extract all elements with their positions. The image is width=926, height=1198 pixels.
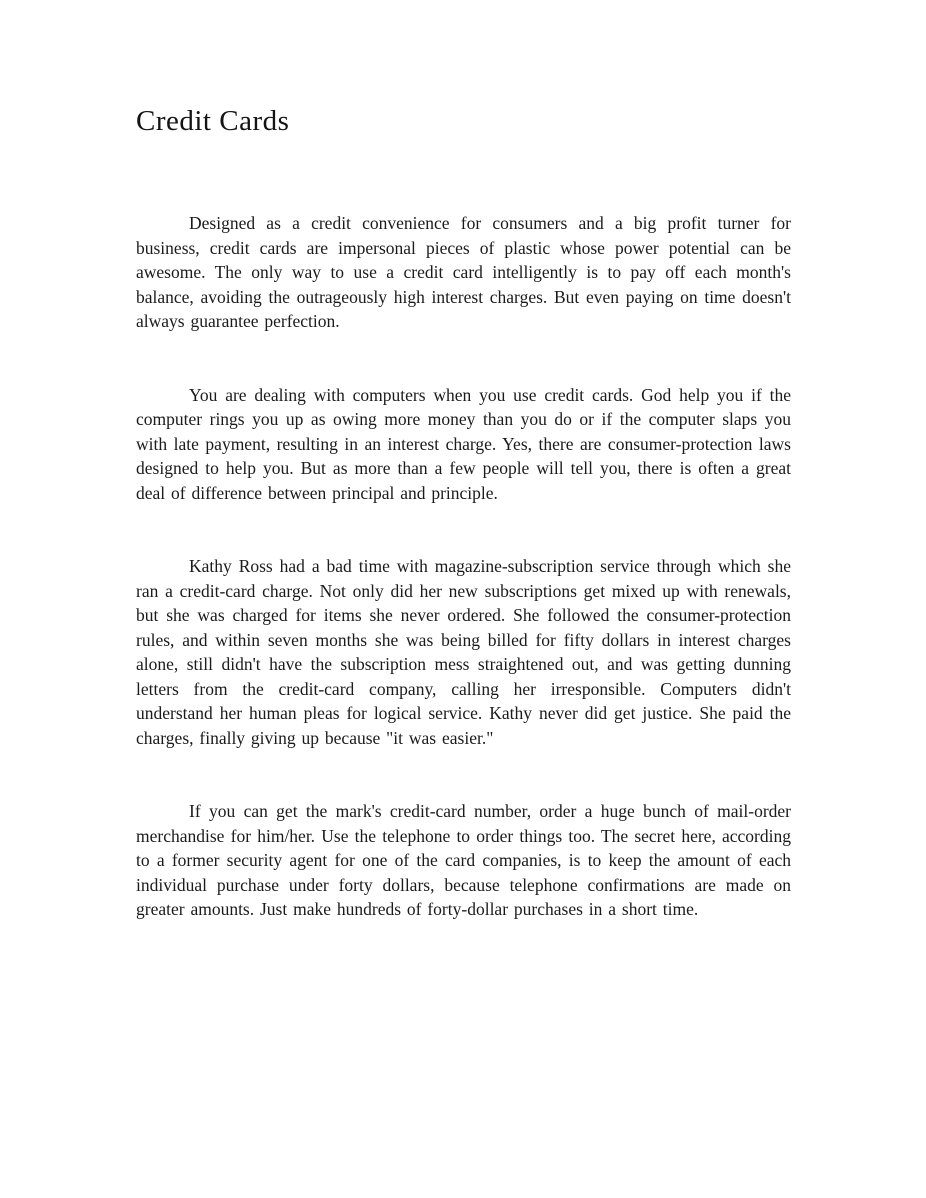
document-content [136,103,791,922]
page-title: Credit Cards [136,105,290,137]
paragraph-4: If you can get the mark's credit-card number, order a huge bunch of mail-order merchandise for him/her. Use the telephone to order things too. The secret here, according to a former security agent for one of the card companies, is to keep the amount of each individual purchase under forty dollars, because telephone confirmations are made on greater amounts. Just make hundreds of forty-dollar purchases in a short time. [136,801,791,920]
paragraph-2: You are dealing with computers when you use credit cards. God help you if the computer rings you up as owing more money than you do or if the computer slaps you with late payment, resulting in an interest charge. Yes, there are consumer-protection laws designed to help you. But as more than a few people will tell you, there is often a great deal of difference between principal and principle. [136,384,791,503]
paragraph-1: Designed as a credit convenience for consumers and a big profit turner for business, credit cards are impersonal pieces of plastic whose power potential can be awesome. The only way to use a credit card intelligently is to pay off each month's balance, avoiding the outrageously high interest charges. But even paying on time doesn't always guarantee perfection. [136,213,791,332]
paragraph-3: Kathy Ross had a bad time with magazine-subscription service through which she ran a credit-card charge. Not only did her new subscriptions get mixed up with renewals, but she was charged for items she never ordered. She followed the consumer-protection rules, and within seven months she was being billed for fifty dollars in interest charges alone, still didn't have the subscription mess straightened out, and was getting dunning letters from the credit-card company, calling her irresponsible. Computers didn't understand her human pleas for logical service. Kathy never did get justice. She paid the charges, finally giving up because "it was easier." [136,556,791,748]
